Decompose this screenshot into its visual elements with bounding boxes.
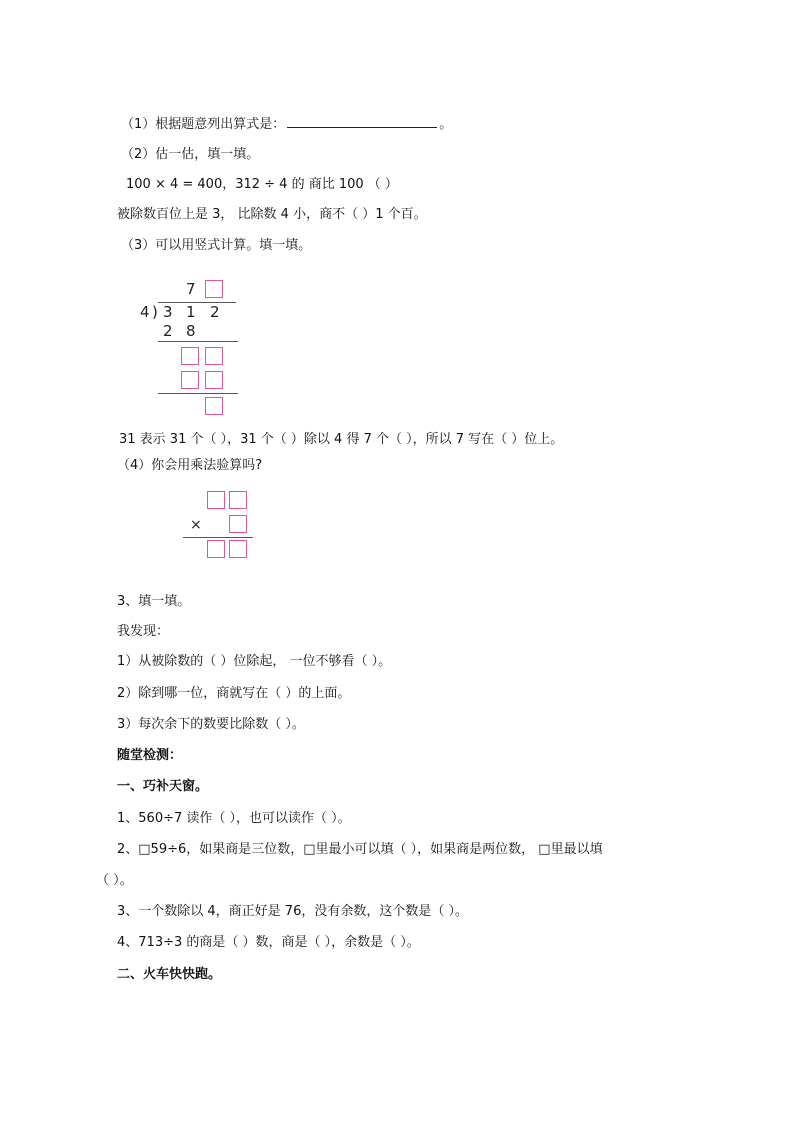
question-1-suffix: 。: [439, 117, 453, 132]
divisor: 4: [140, 303, 150, 321]
part-1-title: 一、巧补天窗。: [117, 779, 209, 794]
answer-blank[interactable]: [287, 116, 437, 128]
discover-item: 2）除到哪一位，商就写在（ ）的上面。: [117, 686, 351, 701]
multiplier-box[interactable]: [229, 515, 247, 533]
product-box[interactable]: [181, 371, 199, 389]
quotient-box[interactable]: [205, 280, 223, 298]
quiz-question-3: 3、一个数除以 4，商正好是 76，没有余数，这个数是（ ）。: [117, 904, 468, 919]
dividend-digit: 2: [210, 303, 220, 321]
question-2: （2）估一估，填一填。: [121, 147, 260, 162]
quiz-question-2: 2、□59÷6，如果商是三位数，□里最小可以填（ ），如果商是两位数， □里最以填: [117, 842, 603, 857]
multiply-line: [183, 537, 253, 538]
multiplicand-box[interactable]: [229, 491, 247, 509]
quiz-title: 随堂检测：: [117, 748, 183, 763]
dividend-digit: 3: [163, 303, 173, 321]
subtraction-line: [158, 341, 238, 342]
multiply-sign: ×: [190, 517, 202, 533]
remainder-box[interactable]: [205, 347, 223, 365]
subtraction-line: [158, 393, 238, 394]
quiz-question-1: 1、560÷7 读作（ ），也可以读作（ ）。: [117, 811, 351, 826]
quiz-question-2-cont: （ ）。: [96, 873, 133, 888]
question-1-prefix: （1）根据题意列出算式是：: [121, 117, 286, 132]
remainder-box[interactable]: [181, 347, 199, 365]
quotient-digit: 7: [186, 280, 196, 298]
question-1: [121, 116, 452, 133]
question-3: （3）可以用竖式计算。填一填。: [121, 238, 312, 253]
hundreds-line: 被除数百位上是 3， 比除数 4 小，商不（ ）1 个百。: [117, 207, 427, 222]
product-box[interactable]: [205, 371, 223, 389]
discover-label: 我发现：: [117, 624, 170, 639]
final-remainder-box[interactable]: [205, 397, 223, 415]
dividend-digit: 1: [186, 303, 196, 321]
section-3-title: 3、填一填。: [117, 594, 191, 609]
discover-item: 3）每次余下的数要比除数（ ）。: [117, 717, 305, 732]
explain-line: 31 表示 31 个（ ），31 个（ ）除以 4 得 7 个（ ），所以 7 写在（ ）位上。: [119, 432, 564, 447]
part-2-title: 二、火车快快跑。: [117, 967, 222, 982]
quiz-question-4: 4、713÷3 的商是（ ）数，商是（ ），余数是（ ）。: [117, 935, 420, 950]
product-result-box[interactable]: [229, 540, 247, 558]
multiplicand-box[interactable]: [207, 491, 225, 509]
product-digit: 2: [163, 322, 173, 340]
division-bracket: ): [152, 303, 158, 321]
estimate-line: 100 × 4 = 400，312 ÷ 4 的 商比 100 （ ）: [126, 177, 398, 192]
product-result-box[interactable]: [207, 540, 225, 558]
question-4: （4）你会用乘法验算吗?: [117, 458, 263, 473]
product-digit: 8: [186, 322, 196, 340]
discover-item: 1）从被除数的（ ）位除起， 一位不够看（ ）。: [117, 654, 392, 669]
